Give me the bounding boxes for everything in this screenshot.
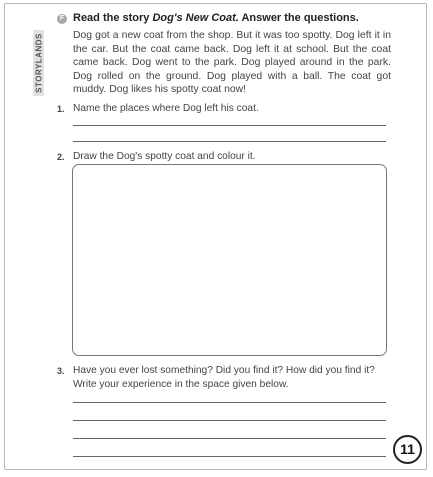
question-2-text: Draw the Dog's spotty coat and colour it.	[73, 151, 256, 162]
question-1-text: Name the places where Dog left his coat.	[73, 103, 259, 114]
question-3-text: Have you ever lost something? Did you find it? How did you find it? Write your experience in the space given below.	[73, 365, 375, 390]
storylands-side-tab	[33, 30, 44, 96]
answer-line-4[interactable]	[73, 420, 386, 421]
page-number: 11	[393, 435, 422, 464]
story-title: Dog's New Coat.	[152, 12, 239, 24]
answer-line-5[interactable]	[73, 438, 386, 439]
answer-line-2[interactable]	[73, 141, 386, 142]
question-2-number: 2.	[57, 152, 65, 162]
story-text: Dog got a new coat from the shop. But it was too spotty. Dog left it in the car. But the coat came back. Dog left it at school. But the coat came back. Dog went to the park. Dog played around in the park. Dog rolled on the ground. Dog played with a ball. The coat got muddy. Dog likes his spotty coat now!	[73, 30, 391, 96]
side-tab-label: STORYLANDS	[34, 33, 43, 93]
answer-line-3[interactable]	[73, 402, 386, 403]
activity-badge: F	[57, 14, 67, 24]
heading-suffix: Answer the questions.	[238, 12, 359, 24]
heading-prefix: Read the story	[73, 12, 153, 24]
answer-line-1[interactable]	[73, 125, 386, 126]
answer-line-6[interactable]	[73, 456, 386, 457]
activity-heading	[73, 12, 359, 24]
question-1-number: 1.	[57, 104, 65, 114]
drawing-box[interactable]	[72, 164, 387, 356]
question-3-number: 3.	[57, 366, 65, 376]
